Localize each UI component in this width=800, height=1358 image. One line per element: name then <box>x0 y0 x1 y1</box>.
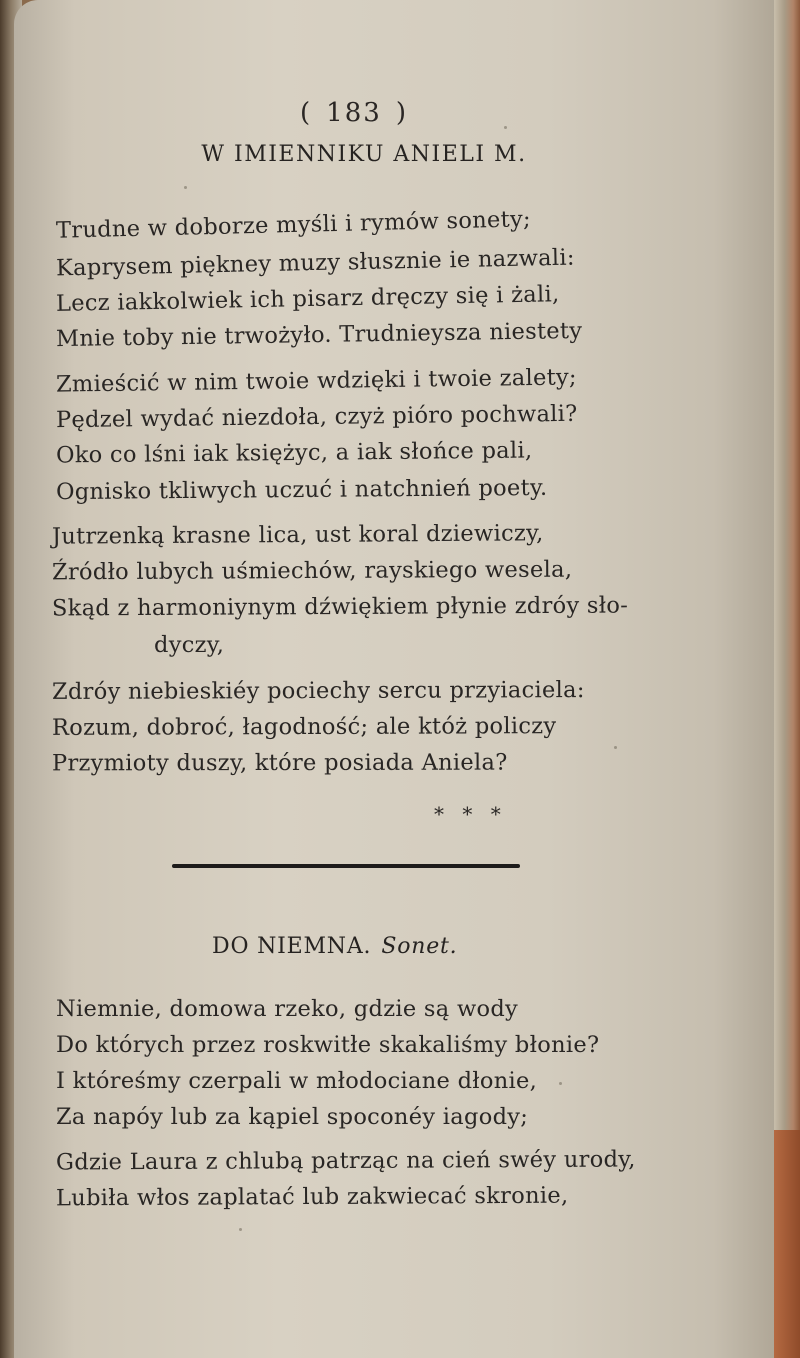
poem1-line: Jutrzenką krasne lica, ust koral dziewiczy, <box>51 520 544 550</box>
paper-speck <box>614 746 617 749</box>
paper-speck <box>504 126 507 129</box>
page-number: ( 183 ) <box>300 98 408 128</box>
section-divider <box>172 864 520 868</box>
poem1-line: Lecz iakkolwiek ich pisarz dręczy się i żali, <box>55 281 560 317</box>
book-cover-edge <box>774 1130 800 1358</box>
poem2-line: Lubiła włos zaplatać lub zakwiecać skronie, <box>55 1182 569 1212</box>
poem2-subtitle: Sonet. <box>381 934 458 959</box>
poem1-line: Rozum, dobroć, łagodność; ale któż policzy <box>51 713 557 741</box>
poem2-line: Niemnie, domowa rzeko, gdzie są wody <box>56 996 519 1022</box>
poem1-line: Trudne w doborze myśli i rymów sonety; <box>55 206 532 244</box>
poem2-title-text: DO NIEMNA. <box>212 934 372 959</box>
poem2-line: I któreśmy czerpali w młodociane dłonie, <box>56 1068 538 1094</box>
page-number-value: 183 <box>326 98 382 128</box>
paper-speck <box>559 1082 562 1085</box>
poem1-line: Przymioty duszy, które posiada Aniela? <box>51 749 508 777</box>
poem1-line-continuation: dyczy, <box>154 632 225 658</box>
poem1-line: Ognisko tkliwych uczuć i natchnień poety. <box>55 474 548 506</box>
poem1-line: Zdróy niebieskiéy pociechy sercu przyiaciela: <box>51 677 585 705</box>
book-page <box>14 0 774 1358</box>
poem2-line: Gdzie Laura z chlubą patrząc na cień swéy urody, <box>55 1146 636 1176</box>
ornament-asterisks: * * * <box>434 802 507 826</box>
poem1-line: Zmieścić w nim twoie wdzięki i twoie zalety; <box>55 364 578 398</box>
poem1-line: Oko co lśni iak księżyc, a iak słońce pali, <box>55 437 533 469</box>
poem2-line: Do których przez roskwitłe skakaliśmy błonie? <box>56 1032 600 1058</box>
poem1-line: Kaprysem piękney muzy słusznie ie nazwali: <box>55 244 575 282</box>
poem2-title <box>212 934 457 959</box>
poem1-line: Skąd z harmoniynym dźwiękiem płynie zdróy sło- <box>51 592 629 622</box>
paper-speck <box>184 186 187 189</box>
poem1-line: Mnie toby nie trwożyło. Trudnieysza niestety <box>55 317 583 353</box>
poem1-title: W IMIENNIKU ANIELI M. <box>201 142 527 167</box>
poem1-line: Pędzel wydać niezdoła, czyż pióro pochwali? <box>55 400 578 434</box>
poem1-line: Źródło lubych uśmiechów, rayskiego wesela, <box>51 556 573 586</box>
poem2-line: Za napóy lub za kąpiel spoconéy iagody; <box>56 1104 529 1130</box>
paper-speck <box>239 1228 242 1231</box>
